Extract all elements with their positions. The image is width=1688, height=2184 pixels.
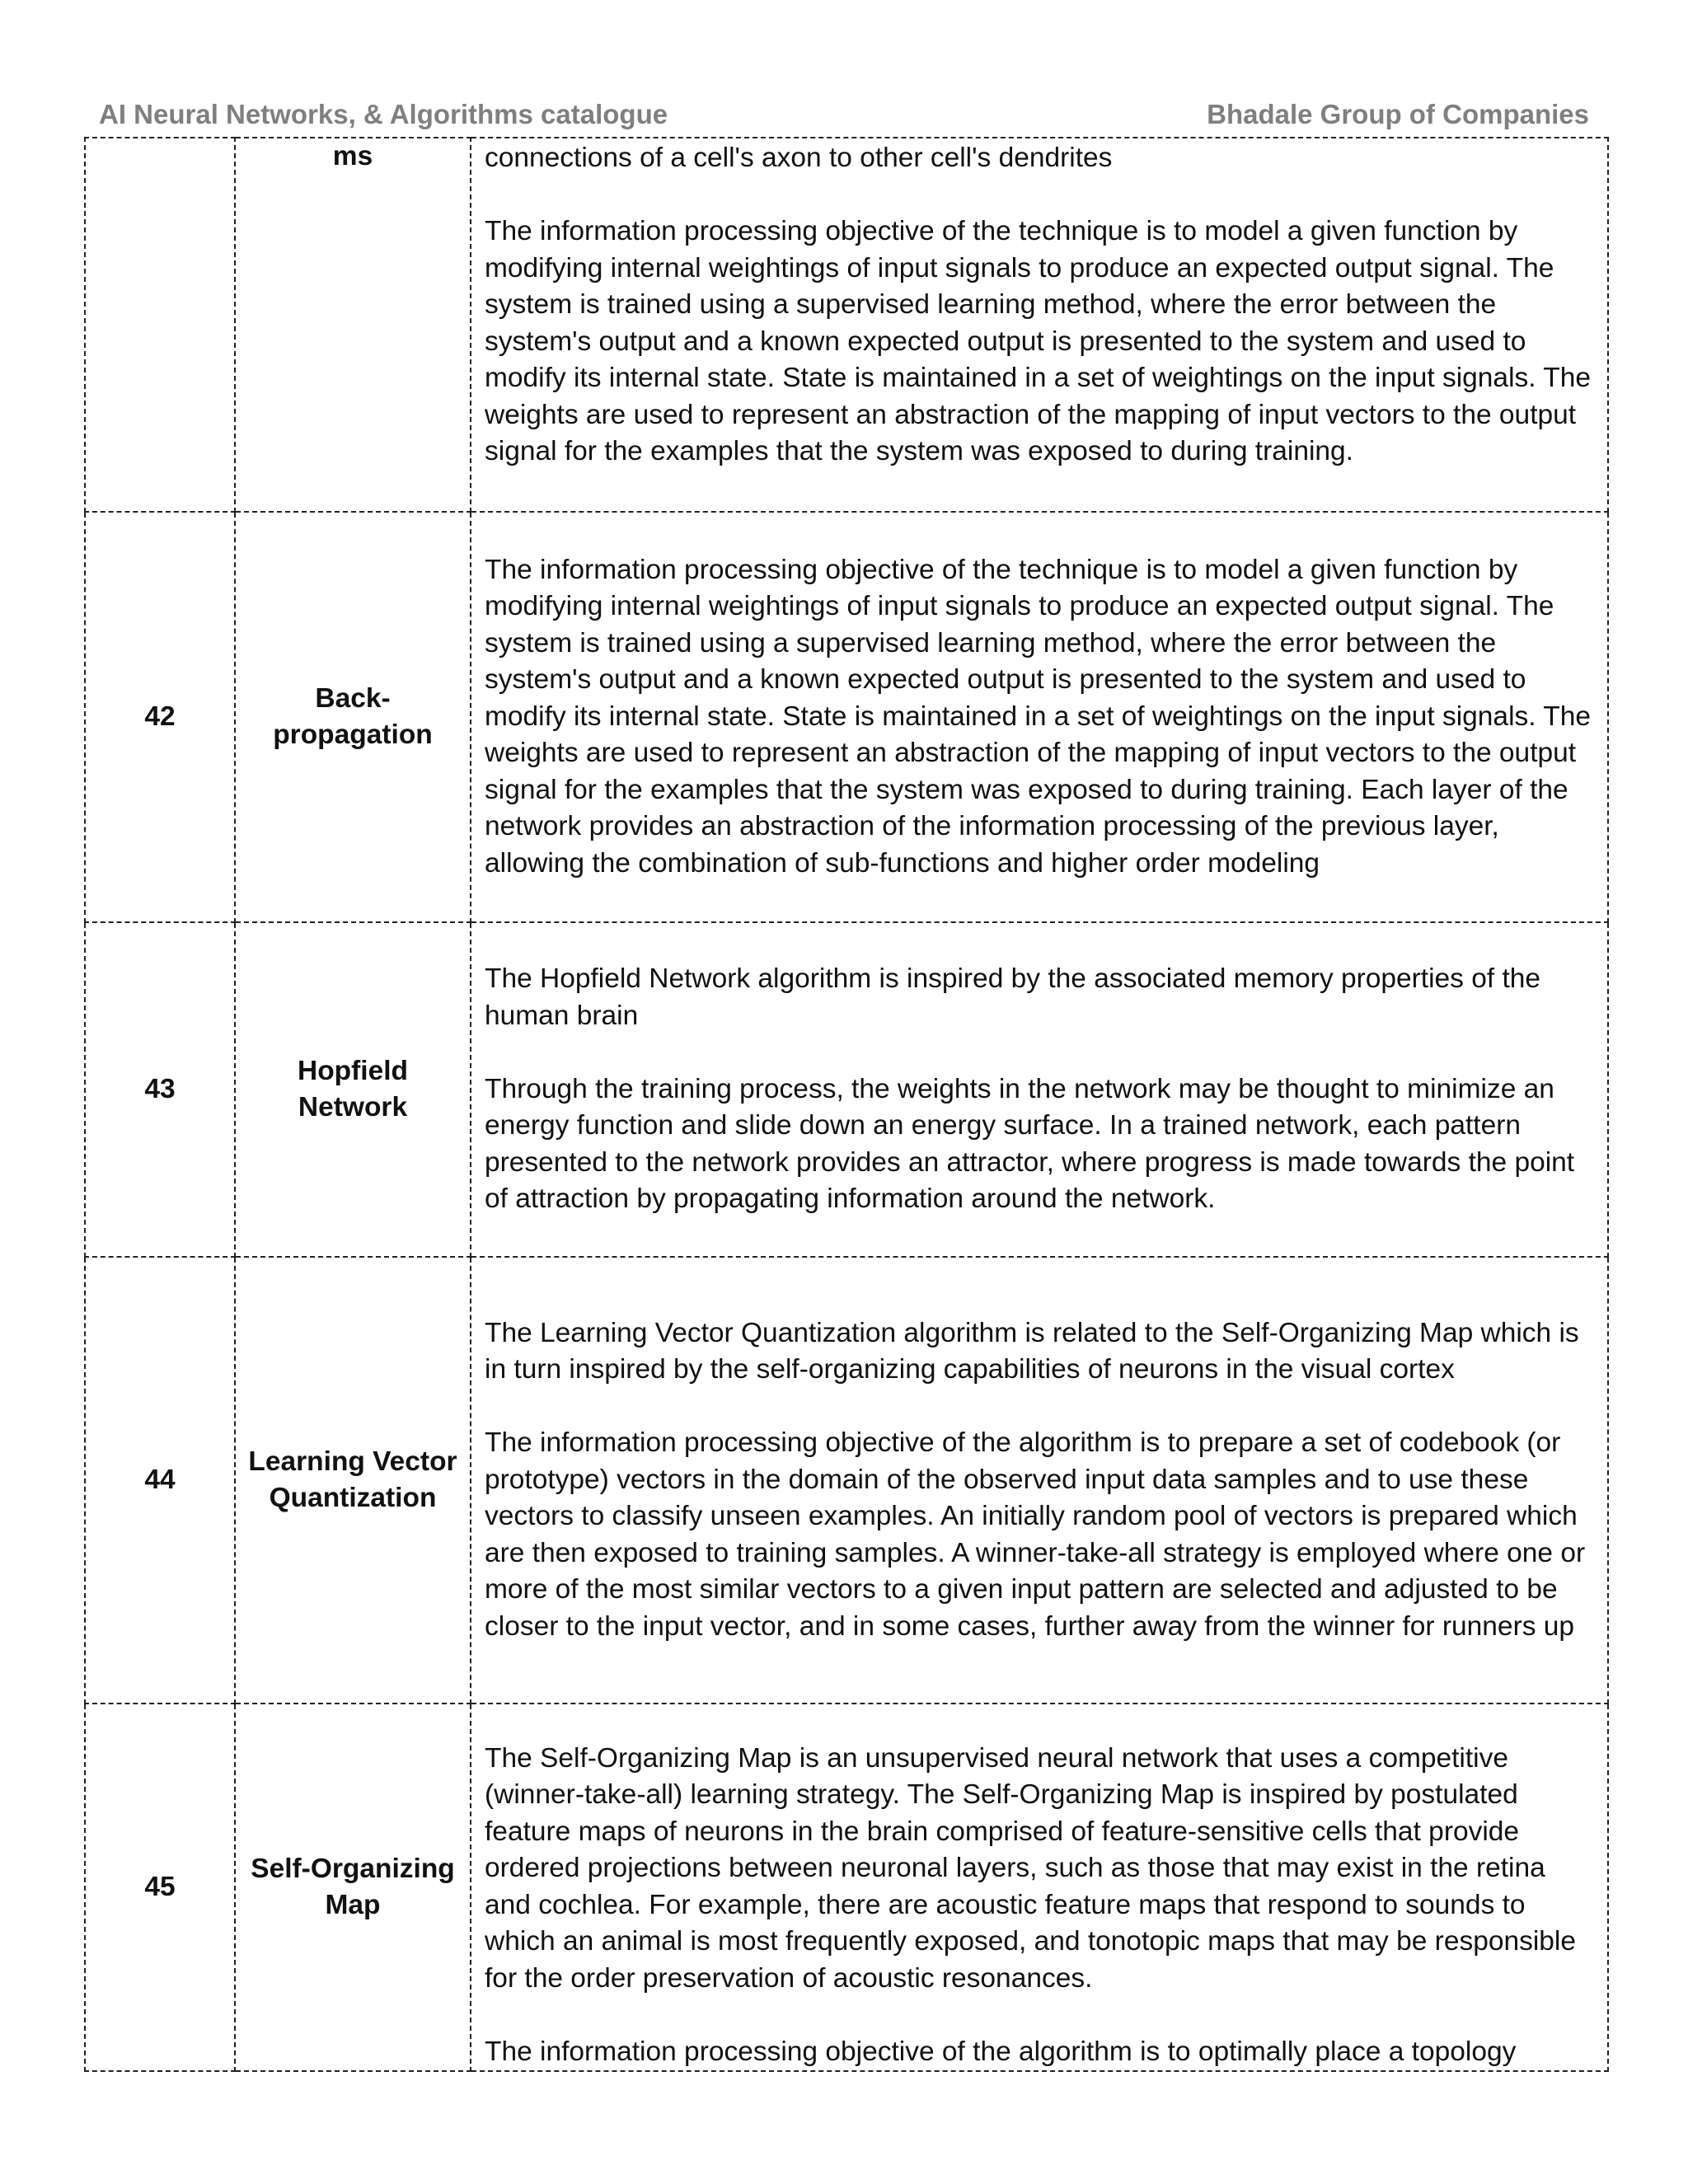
description-paragraph: The Hopfield Network algorithm is inspired by the associated memory properties of the human brain	[485, 963, 1541, 1031]
row-number: 42	[85, 512, 235, 922]
algorithm-description	[471, 138, 1608, 512]
page-header	[99, 99, 1589, 135]
row-number: 44	[85, 1257, 235, 1704]
algorithm-name: Learning Vector Quantization	[235, 1257, 471, 1704]
algorithm-name: Back-propagation	[235, 512, 471, 922]
description-paragraph: The Self-Organizing Map is an unsupervised neural network that uses a competitive (winner-take-all) learning strategy. The Self-Organizing Map is inspired by postulated feature maps of neurons in the brain comprised of feature-sensitive cells that provide ordered projections between neuronal layers, such as those that may exist in the retina and cochlea. For example, there are acoustic feature maps that respond to sounds to which an animal is most frequently exposed, and tonotopic maps that may be responsible for the order preservation of acoustic resonances.	[485, 1742, 1576, 1994]
description-paragraph: The information processing objective of the technique is to model a given function by modifying internal weightings of input signals to produce an expected output signal. The system is trained using a supervised learning method, where the error between the system's output and a known expected output is presented to the system and used to modify its internal state. State is maintained in a set of weightings on the input signals. The weights are used to represent an abstraction of the mapping of input vectors to the output signal for the examples that the system was exposed to during training.	[485, 216, 1591, 466]
algorithm-name: Self-Organizing Map	[235, 1704, 471, 2071]
algorithm-catalogue-table	[84, 137, 1609, 2072]
description-paragraph: Through the training process, the weights in the network may be thought to minimize an energy function and slide down an energy surface. In a trained network, each pattern presented to the network provides an attractor, where progress is made towards the point of attraction by propagating information around the network.	[485, 1073, 1575, 1215]
description-paragraph: The information processing objective of the algorithm is to prepare a set of codebook (or prototype) vectors in the domain of the observed input data samples and to use these vectors to classify unseen examples. An initially random pool of vectors is prepared which are then exposed to training samples. A winner-take-all strategy is employed where one or more of the most similar vectors to a given input pattern are selected and adjusted to be closer to the input vector, and in some cases, further away from the winner for runners up	[485, 1427, 1586, 1642]
description-paragraph: connections of a cell's axon to other cell's dendrites	[485, 143, 1113, 173]
description-paragraph: The information processing objective of the technique is to model a given function by modifying internal weightings of input signals to produce an expected output signal. The system is trained using a supervised learning method, where the error between the system's output and a known expected output is presented to the system and used to modify its internal state. State is maintained in a set of weightings on the input signals. The weights are used to represent an abstraction of the mapping of input vectors to the output signal for the examples that the system was exposed to during training. Each layer of the network provides an abstraction of the information processing of the previous layer, allowing the combination of sub-functions and higher order modeling	[485, 554, 1591, 879]
table-row	[85, 1704, 1608, 2071]
description-paragraph: The Learning Vector Quantization algorithm is related to the Self-Organizing Map which is in turn inspired by the self-organizing capabilities of neurons in the visual cortex	[485, 1317, 1579, 1385]
table-row	[85, 138, 1608, 512]
row-number	[85, 138, 235, 512]
algorithm-name: Hopfield Network	[235, 922, 471, 1257]
algorithm-description	[471, 512, 1608, 922]
table-row	[85, 512, 1608, 922]
algorithm-name: ms	[235, 138, 471, 512]
algorithm-description	[471, 1704, 1608, 2071]
table-row	[85, 922, 1608, 1257]
algorithm-description	[471, 1257, 1608, 1704]
document-title: AI Neural Networks, & Algorithms catalogue	[99, 99, 668, 129]
table-row	[85, 1257, 1608, 1704]
row-number: 45	[85, 1704, 235, 2071]
row-number: 43	[85, 922, 235, 1257]
company-name: Bhadale Group of Companies	[1207, 99, 1589, 129]
algorithm-description	[471, 922, 1608, 1257]
description-paragraph: The information processing objective of the algorithm is to optimally place a topology	[485, 2036, 1517, 2067]
